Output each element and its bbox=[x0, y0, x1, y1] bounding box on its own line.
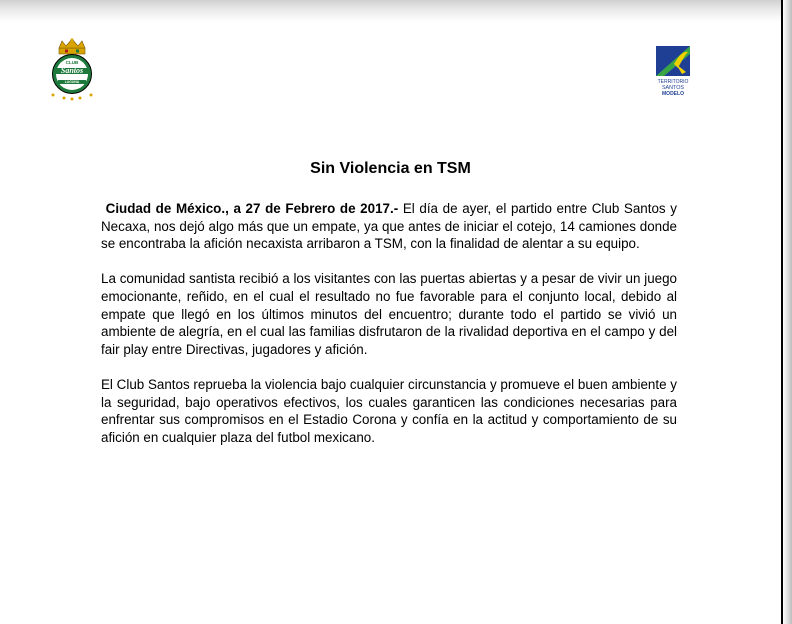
club-santos-laguna-logo bbox=[46, 38, 98, 102]
tsm-logo-line3: MODELO bbox=[662, 91, 684, 97]
santos-logo-bottom-text: LAGUNA bbox=[64, 80, 80, 85]
paragraph-1 bbox=[101, 200, 677, 253]
crown-icon bbox=[59, 38, 85, 54]
paragraph-1-text: El día de ayer, el partido entre Club Santos y Necaxa, nos dejó algo más que un empate, ya que antes de iniciar el cotejo, 14 camiones donde se encontraba la afición necaxista arribaron a TSM, con la finalidad de alentar a su equipo. bbox=[101, 201, 677, 252]
paragraph-2: La comunidad santista recibió a los visitantes con las puertas abiertas y a pesar de vivir un juego emocionante, reñido, en el cual el resultado no fue favorable para el conjunto local, debido al empate que llegó en los últimos minutos del encuentro; durante todo el partido se vivió un ambiente de alegría, en el cual las familias disfrutaron de la rivalidad deportiva en el campo y del fair play entre Directivas, jugadores y afición. bbox=[101, 271, 677, 357]
paragraph-3: El Club Santos reprueba la violencia bajo cualquier circunstancia y promueve el buen ambiente y la seguridad, bajo operativos efectivos, los cuales garanticen las condiciones necesarias para enfrentar sus compromisos en el Estadio Corona y confía en la actitud y comportamiento de su afición en cualquier plaza del futbol mexicano. bbox=[101, 376, 677, 445]
santos-logo-name-text: Santos bbox=[60, 66, 84, 76]
scrollbar[interactable] bbox=[783, 0, 792, 624]
stars-icon bbox=[52, 94, 93, 101]
tsm-logo-line2: SANTOS bbox=[661, 85, 685, 91]
santos-logo-top-text: CLUB bbox=[65, 60, 79, 65]
dateline: Ciudad de México., a 27 de Febrero de 2017.- bbox=[105, 201, 399, 216]
tsm-logo-line1: TERRITORIO bbox=[657, 79, 689, 85]
press-release-body bbox=[101, 200, 677, 464]
territorio-santos-modelo-logo bbox=[656, 46, 690, 98]
press-release-title: Sin Violencia en TSM bbox=[310, 160, 471, 177]
